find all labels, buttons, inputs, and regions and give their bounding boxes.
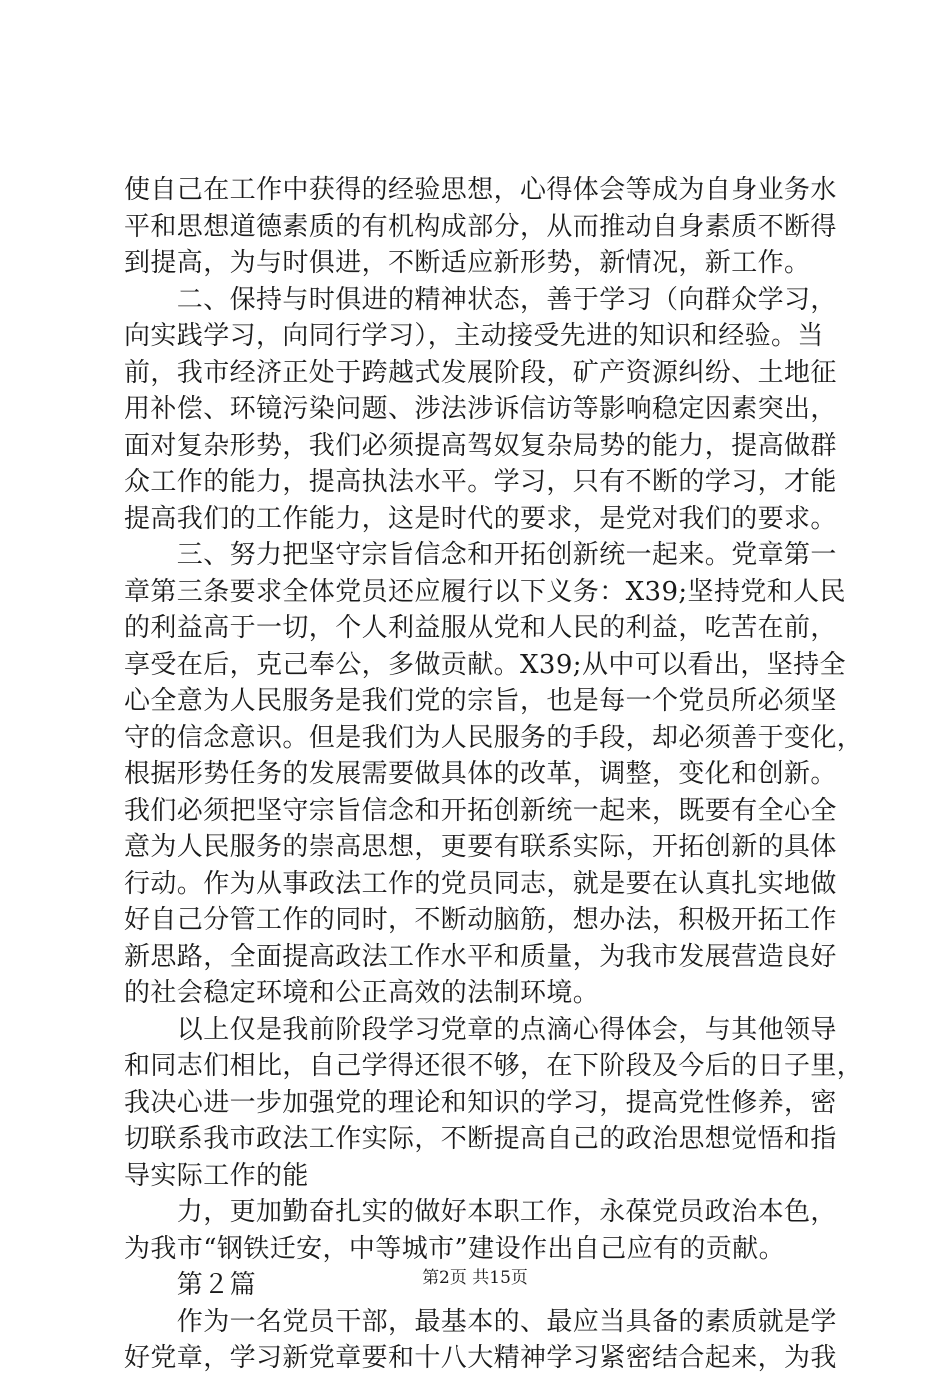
text-line: 为我市“钢铁迁安，中等城市”建设作出自己应有的贡献。	[124, 1233, 785, 1264]
text-line: 章第三条要求全体党员还应履行以下义务：X39;坚持党和人民	[124, 576, 846, 607]
text-line: 力，更加勤奋扎实的做好本职工作，永葆党员政治本色，	[124, 1197, 837, 1227]
text-line: 享受在后，克己奉公，多做贡献。X39;从中可以看出，坚持全	[124, 649, 846, 680]
text-line: 作为一名党员干部，最基本的、最应当具备的素质就是学	[124, 1306, 837, 1337]
text-line: 平和思想道德素质的有机构成部分，从而推动自身素质不断得	[124, 211, 837, 242]
text-line: 用补偿、环镜污染问题、涉法涉诉信访等影响稳定因素突出，	[124, 394, 837, 424]
text-line: 好自己分管工作的同时，不断动脑筋，想办法，积极开拓工作	[124, 905, 837, 935]
text-line: 向实践学习，向同行学习），主动接受先进的知识和经验。当	[124, 321, 824, 351]
text-line: 切联系我市政法工作实际，不断提高自己的政治思想觉悟和指	[124, 1124, 837, 1154]
text-line: 和同志们相比，自己学得还很不够，在下阶段及今后的日子里，	[124, 1051, 864, 1081]
text-line: 众工作的能力，提高执法水平。学习，只有不断的学习，才能	[124, 467, 837, 497]
text-line: 根据形势任务的发展需要做具体的改革，调整，变化和创新。	[124, 759, 837, 789]
text-line: 使自己在工作中获得的经验思想，心得体会等成为自身业务水	[124, 175, 837, 205]
text-line: 到提高，为与时俱进，不断适应新形势，新情况，新工作。	[124, 248, 811, 278]
text-line: 我们必须把坚守宗旨信念和开拓创新统一起来，既要有全心全	[124, 795, 837, 826]
text-line: 的利益高于一切，个人利益服从党和人民的利益，吃苦在前，	[124, 613, 837, 643]
text-line: 我决心进一步加强党的理论和知识的学习，提高党性修养，密	[124, 1087, 837, 1118]
text-line: 的社会稳定环境和公正高效的法制环境。	[124, 978, 600, 1008]
body-text	[124, 172, 864, 1377]
text-line: 守的信念意识。但是我们为人民服务的手段，却必须善于变化，	[124, 722, 864, 753]
text-line: 以上仅是我前阶段学习党章的点滴心得体会，与其他领导	[124, 1014, 837, 1045]
text-line: 心全意为人民服务是我们党的宗旨，也是每一个党员所必须坚	[124, 686, 837, 716]
text-line: 意为人民服务的崇高思想，更要有联系实际，开拓创新的具体	[124, 832, 837, 862]
text-line: 二、保持与时俱进的精神状态，善于学习（向群众学习，	[124, 284, 837, 315]
text-line: 面对复杂形势，我们必须提高驾奴复杂局势的能力，提高做群	[124, 430, 837, 461]
text-line: 行动。作为从事政法工作的党员同志，就是要在认真扎实地做	[124, 868, 837, 899]
text-line: 好党章，学习新党章要和十八大精神学习紧密结合起来，为我	[124, 1343, 837, 1373]
text-line: 提高我们的工作能力，这是时代的要求，是党对我们的要求。	[124, 503, 837, 534]
text-line: 导实际工作的能	[124, 1160, 309, 1191]
text-line: 三、努力把坚守宗旨信念和开拓创新统一起来。党章第一	[124, 540, 837, 570]
section-heading: 第２篇	[124, 1270, 257, 1300]
text-line: 前，我市经济正处于跨越式发展阶段，矿产资源纠纷、土地征	[124, 357, 837, 388]
page-number-footer: 第2页 共15页	[422, 1268, 528, 1288]
text-line: 新思路，全面提高政法工作水平和质量，为我市发展营造良好	[124, 941, 837, 972]
